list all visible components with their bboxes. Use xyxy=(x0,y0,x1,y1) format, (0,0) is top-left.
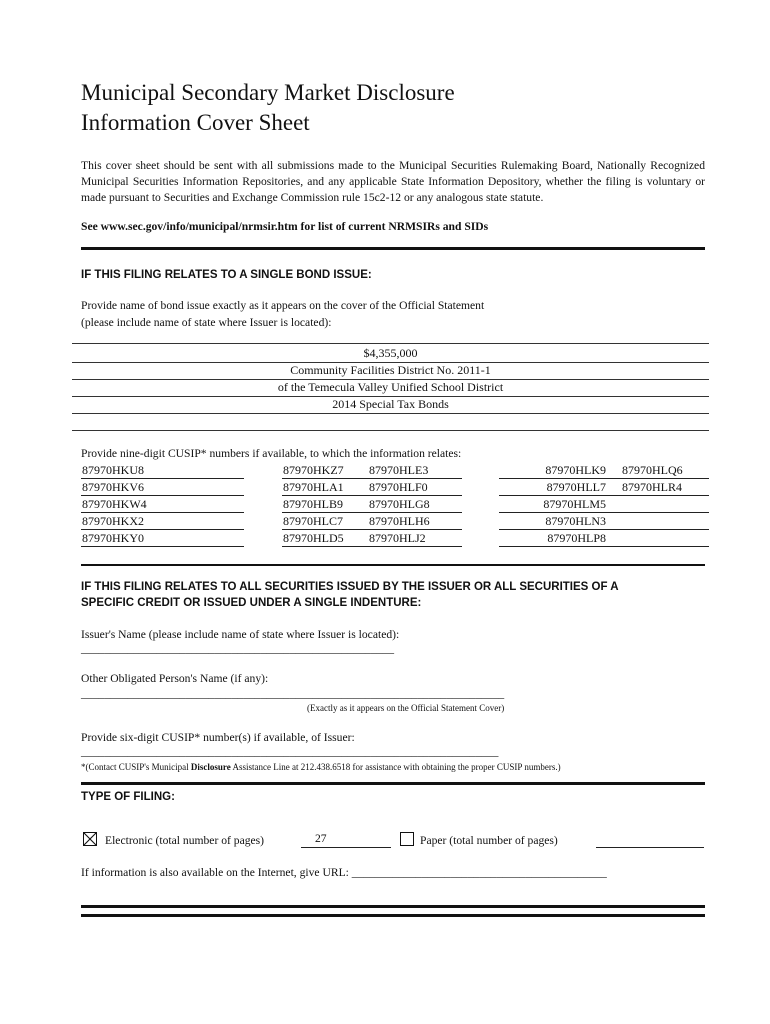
bond-name-line[interactable]: $4,355,000 xyxy=(363,346,418,360)
check-x-icon xyxy=(84,833,96,845)
issuer-name-field[interactable]: ______________________________________________________ xyxy=(81,642,395,655)
bond-name-rule xyxy=(72,343,709,344)
cusip-field[interactable]: 87970HKV6 xyxy=(81,479,244,496)
cusip-field[interactable]: 87970HLF0 xyxy=(368,479,462,496)
cusip-field[interactable]: 87970HLJ2 xyxy=(368,530,462,547)
cusip-field[interactable] xyxy=(619,496,709,513)
cusip-field[interactable]: 87970HLB9 xyxy=(282,496,368,513)
other-obligated-field[interactable]: _________________________________________________________________________ xyxy=(81,687,505,700)
other-obligated-label: Other Obligated Person's Name (if any): xyxy=(81,672,269,685)
cusip-field[interactable]: 87970HLD5 xyxy=(282,530,368,547)
six-digit-cusip-field[interactable]: ________________________________________________________________________ xyxy=(81,745,499,758)
cusip-field[interactable]: 87970HLN3 xyxy=(499,513,619,530)
divider xyxy=(81,247,705,250)
url-row xyxy=(81,864,607,881)
cusip-field[interactable]: 87970HKZ7 xyxy=(282,462,368,479)
footnote-text: *(Contact CUSIP's Municipal xyxy=(81,762,191,772)
paper-checkbox[interactable] xyxy=(400,832,414,846)
title-line-2: Information Cover Sheet xyxy=(81,110,310,135)
six-digit-cusip-label: Provide six-digit CUSIP* number(s) if available, of Issuer: xyxy=(81,731,355,744)
cusip-column-3b xyxy=(619,462,709,547)
cusip-field[interactable]: 87970HLC7 xyxy=(282,513,368,530)
paper-pages-field[interactable] xyxy=(596,830,704,848)
divider xyxy=(81,914,705,917)
cusip-column-3a xyxy=(499,462,619,547)
cusip-field[interactable]: 87970HLM5 xyxy=(499,496,619,513)
single-issue-heading: IF THIS FILING RELATES TO A SINGLE BOND ISSUE: xyxy=(81,269,372,281)
electronic-pages-field[interactable]: 27 xyxy=(301,830,391,848)
bond-name-rule xyxy=(72,430,709,431)
title-line-1: Municipal Secondary Market Disclosure xyxy=(81,80,455,105)
page-title xyxy=(81,78,455,138)
divider xyxy=(81,905,705,908)
bond-name-rule xyxy=(72,413,709,414)
electronic-label: Electronic (total number of pages) xyxy=(105,834,265,847)
see-link-line[interactable]: See www.sec.gov/info/municipal/nrmsir.htm for list of current NRMSIRs and SIDs xyxy=(81,220,489,233)
cusip-footnote xyxy=(81,762,561,772)
electronic-checkbox[interactable] xyxy=(83,832,97,846)
bond-instruction-1: Provide name of bond issue exactly as it appears on the cover of the Official Statement xyxy=(81,299,485,312)
cusip-field[interactable]: 87970HKX2 xyxy=(81,513,244,530)
cusip-column-1 xyxy=(81,462,244,547)
cusip-field[interactable]: 87970HKY0 xyxy=(81,530,244,547)
intro-paragraph: This cover sheet should be sent with all submissions made to the Municipal Securities Rulemaking Board, Nationally Recognized Municipal Securities Information Repositories, and any applicable State Information Depository, whether the filing is voluntary or made pursuant to Securities and Exchange Commission rule 15c2-12 or any analogous state statute. xyxy=(81,159,705,204)
all-securities-heading-line-1: IF THIS FILING RELATES TO ALL SECURITIES ISSUED BY THE ISSUER OR ALL SECURITIES OF A xyxy=(81,581,619,593)
cusip-field[interactable]: 87970HLK9 xyxy=(499,462,619,479)
cusip-field[interactable]: 87970HLL7 xyxy=(499,479,619,496)
cusip-column-2b xyxy=(368,462,462,547)
cusip-field[interactable]: 87970HLE3 xyxy=(368,462,462,479)
cusip-field[interactable] xyxy=(619,513,709,530)
official-statement-note: (Exactly as it appears on the Official Statement Cover) xyxy=(307,703,505,713)
cusip-field[interactable]: 87970HKW4 xyxy=(81,496,244,513)
paper-label: Paper (total number of pages) xyxy=(420,834,558,847)
footnote-text-end: Assistance Line at 212.438.6518 for assistance with obtaining the proper CUSIP numbers.) xyxy=(230,762,561,772)
url-field[interactable]: ____________________________________________ xyxy=(351,866,607,879)
cusip-field[interactable]: 87970HLP8 xyxy=(499,530,619,547)
filing-type-heading: TYPE OF FILING: xyxy=(81,791,175,803)
cusip-field[interactable]: 87970HLH6 xyxy=(368,513,462,530)
cusip-field[interactable]: 87970HLQ6 xyxy=(619,462,709,479)
cusip-field[interactable] xyxy=(619,530,709,547)
bond-instruction-2: (please include name of state where Issuer is located): xyxy=(81,316,332,329)
cusip-column-2a xyxy=(282,462,368,547)
url-label: If information is also available on the Internet, give URL: xyxy=(81,866,352,879)
issuer-name-label: Issuer's Name (please include name of state where Issuer is located): xyxy=(81,628,400,641)
footnote-bold: Disclosure xyxy=(190,762,231,772)
bond-name-line[interactable]: Community Facilities District No. 2011-1 xyxy=(290,363,491,377)
divider xyxy=(81,564,705,566)
divider xyxy=(81,782,705,785)
cusip-field[interactable]: 87970HLA1 xyxy=(282,479,368,496)
cusip-prompt: Provide nine-digit CUSIP* numbers if available, to which the information relates: xyxy=(81,447,462,460)
all-securities-heading xyxy=(81,579,705,611)
bond-name-line[interactable]: of the Temecula Valley Unified School District xyxy=(277,380,504,394)
cusip-field[interactable]: 87970HLG8 xyxy=(368,496,462,513)
bond-name-line[interactable]: 2014 Special Tax Bonds xyxy=(332,397,449,411)
cusip-field[interactable]: 87970HLR4 xyxy=(619,479,709,496)
all-securities-heading-line-2: SPECIFIC CREDIT OR ISSUED UNDER A SINGLE INDENTURE: xyxy=(81,597,422,609)
cusip-field[interactable]: 87970HKU8 xyxy=(81,462,244,479)
